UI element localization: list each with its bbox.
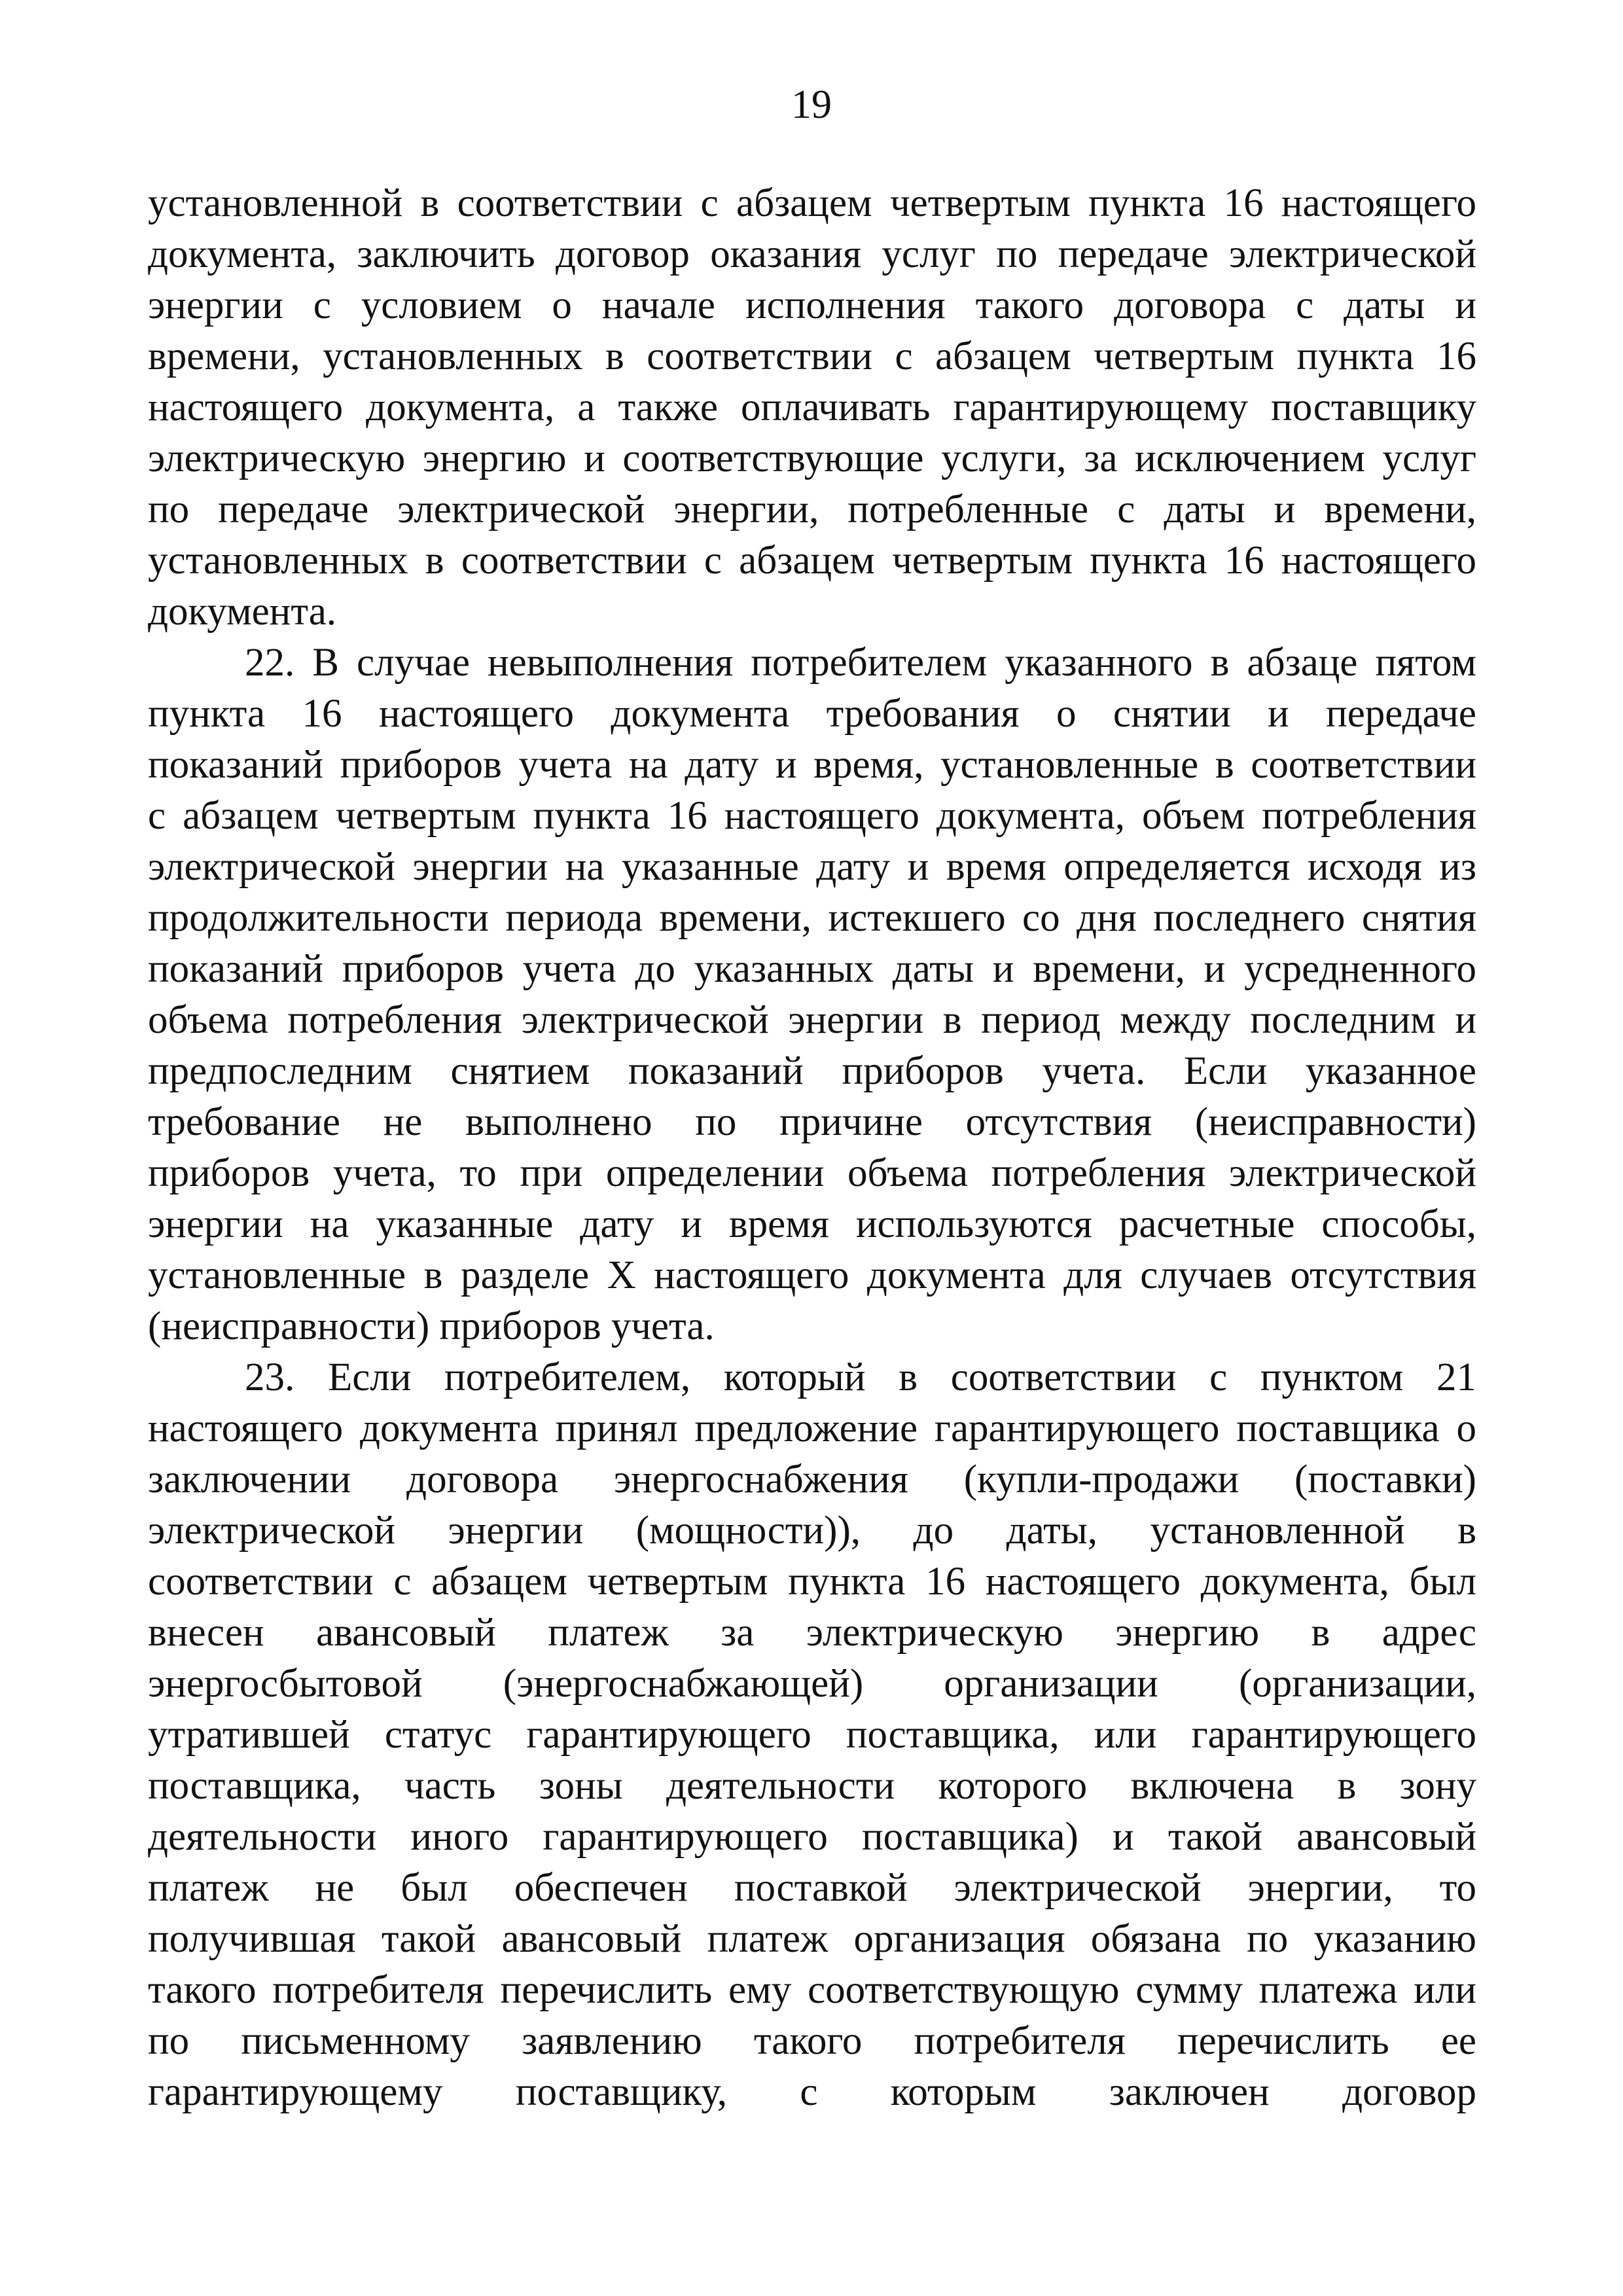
text-line: по письменному заявлению такого потребителя перечислить ее: [148, 2019, 1476, 2063]
text-line: установленные в разделе X настоящего документа для случаев отсутствия: [148, 1253, 1476, 1297]
text-line: получившая такой авансовый платеж организация обязана по указанию: [148, 1917, 1476, 1961]
paragraph-22-first-line: 22. В случае невыполнения потребителем указанного в абзаце пятом: [245, 641, 1476, 685]
paragraph-last-line: документа.: [148, 590, 337, 634]
text-line: показаний приборов учета на дату и время, установленные в соответствии: [148, 743, 1476, 787]
text-line: поставщика, часть зоны деятельности которого включена в зону: [148, 1764, 1476, 1808]
text-line: пункта 16 настоящего документа требования о снятии и передаче: [148, 692, 1476, 736]
text-line: установленной в соответствии с абзацем четвертым пункта 16 настоящего: [148, 181, 1476, 225]
text-line: времени, установленных в соответствии с абзацем четвертым пункта 16: [148, 334, 1476, 378]
text-line: электрическую энергию и соответствующие услуги, за исключением услуг: [148, 437, 1476, 480]
text-line: энергии на указанные дату и время используются расчетные способы,: [148, 1202, 1476, 1246]
text-line: электрической энергии на указанные дату и время определяется исходя из: [148, 845, 1476, 889]
text-line: продолжительности периода времени, истекшего со дня последнего снятия: [148, 896, 1476, 940]
paragraph-23-first-line: 23. Если потребителем, который в соответствии с пунктом 21: [245, 1355, 1476, 1399]
text-line: объема потребления электрической энергии в период между последним и: [148, 998, 1476, 1042]
text-line: утратившей статус гарантирующего поставщика, или гарантирующего: [148, 1713, 1476, 1757]
text-line: показаний приборов учета до указанных даты и времени, и усредненного: [148, 947, 1476, 991]
text-line: настоящего документа принял предложение гарантирующего поставщика о: [148, 1407, 1476, 1450]
text-line: заключении договора энергоснабжения (купли-продажи (поставки): [148, 1458, 1476, 1501]
text-line: настоящего документа, а также оплачивать гарантирующему поставщику: [148, 386, 1476, 429]
text-line: с абзацем четвертым пункта 16 настоящего документа, объем потребления: [148, 794, 1476, 838]
text-line: энергосбытовой (энергоснабжающей) организации (организации,: [148, 1662, 1476, 1706]
text-line: требование не выполнено по причине отсутствия (неисправности): [148, 1100, 1476, 1144]
document-body: [148, 178, 1476, 2118]
text-line: платеж не был обеспечен поставкой электрической энергии, то: [148, 1866, 1476, 1910]
text-line: предпоследним снятием показаний приборов учета. Если указанное: [148, 1049, 1476, 1093]
text-line: по передаче электрической энергии, потребленные с даты и времени,: [148, 488, 1476, 531]
text-line: внесен авансовый платеж за электрическую энергию в адрес: [148, 1611, 1476, 1655]
paragraph-last-line: (неисправности) приборов учета.: [148, 1304, 715, 1348]
text-line: приборов учета, то при определении объема потребления электрической: [148, 1151, 1476, 1195]
text-line: такого потребителя перечислить ему соответствующую сумму платежа или: [148, 1968, 1476, 2012]
text-line: установленных в соответствии с абзацем четвертым пункта 16 настоящего: [148, 539, 1476, 583]
text-line: соответствии с абзацем четвертым пункта 16 настоящего документа, был: [148, 1560, 1476, 1604]
text-line: деятельности иного гарантирующего поставщика) и такой авансовый: [148, 1815, 1476, 1859]
text-line: электрической энергии (мощности)), до даты, установленной в: [148, 1509, 1476, 1552]
text-line: энергии с условием о начале исполнения такого договора с даты и: [148, 283, 1476, 327]
page-number: 19: [791, 82, 832, 127]
text-line: документа, заключить договор оказания услуг по передаче электрической: [148, 232, 1476, 276]
text-line: гарантирующему поставщику, с которым заключен договор: [148, 2070, 1476, 2114]
